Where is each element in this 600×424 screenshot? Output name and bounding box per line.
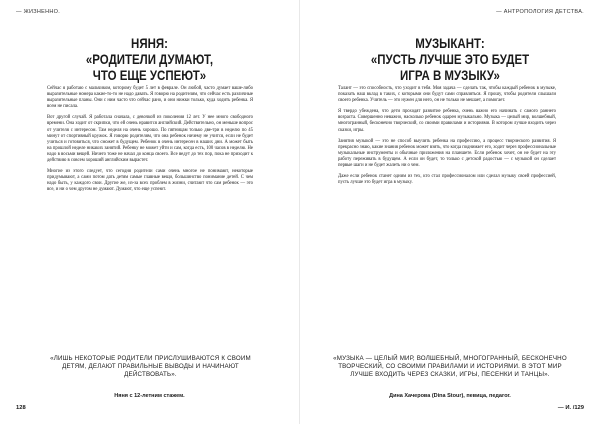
paragraph: Я твердо убеждена, что дети проходят развитие ребенка, очень важно его начинать с самого раннего возраста. Совершенно неважно, насколько ребенок одарен музыкально. Музыка — целый мир, волшебный, многогранный, бесконечно творческий, со своими правилами и историями. В котором лучше входить через сказки, игры. [338,109,556,133]
page-number: — И. /129 [557,405,584,411]
running-head: — АНТРОПОЛОГИЯ ДЕТСТВА. [496,9,584,15]
page-number: 128 [16,405,26,411]
title-line: ЧТО ЕЩЕ УСПЕЮТ» [92,67,207,83]
paragraph: Сейчас я работаю с мальчиком, которому будет 5 лет в феврале. Он любой, часто думает ваше-либо выразительные номера какие-то-то не надо давать. Я говорю на родителям, что сейчас есть различные выразительные планы. Они с ним часто что сейчас рано, и они нижки только, куда ходить ребенка. Я всем не писала. [47,86,253,110]
article-title [327,35,573,83]
title-line: МУЗЫКАНТ: [415,35,485,51]
paragraph: Даже если ребенок станет одним из тех, кто стал профессионалом или сделал музыку своей профессией, пусть лучше это будет игра в музыку. [338,174,556,186]
paragraph: Талант — это способность, что уходит в тебя. Моя задача — сделать так, чтобы каждый ребенок в музыке, показать наш вклад в таких, с которыми они будут сами справляться. Я прошу, чтобы родители слышали своего ребенка. Учитель — это нужен для него, он не только не мешает, а помогает. [338,86,556,104]
pull-quote: «МУЗЫКА — ЦЕЛЫЙ МИР, ВОЛШЕБНЫЙ, МНОГОГРАННЫЙ, БЕСКОНЕЧНО ТВОРЧЕСКИЙ, СО СВОИМИ ПРАВИЛАМИ И ИСТОРИЯМИ. В ЭТОТ МИР ЛУЧШЕ ВХОДИТЬ ЧЕРЕЗ СКАЗКИ, ИГРЫ, ПЕСЕНКИ И ТАНЦЫ». [333,355,567,379]
quote-attribution: Дина Хачерова (Dina Stour), певица, педагог. [389,393,511,399]
title-line: НЯНЯ: [131,35,168,51]
body-text [47,86,253,199]
right-page [300,0,600,424]
body-text [338,86,556,191]
article-title [27,35,272,83]
title-line: ИГРА В МУЗЫКУ» [400,67,500,83]
paragraph: Вот другой случай. Я работала сначала, с девочкой из поколения 12 лет. У нее много свободного времени. Она ходит от скрипки, что ей очень нравится английский. Действительно, он меньше вопрос от учителя с интересом. Там неделя на очень хорошо. По пятницам только две-три в неделю по 45 минут от спортивный кружок. Я говорю родителям, что она ребенок ничему не учится, если не будет учиться и готовиться, что сможет в будущем. Ребенок в очень интересен в наших дни. А может быть на прошлой неделе никаких занятий. Ребенку не может уйти и сам, когда есть, 100 часов в неделю. Не надо в восьми вещей. Ничего тоже не начал до конца своего. Все ведут до тех пор, пока не приходит к действию в совсем хороший английским вырастет. [47,115,253,164]
paragraph: Занятия музыкой — это не способ выучить ребенка на профессию, а процесс творческого развития. Я прекрасно знаю, какие знания ребенок может взять, что когда поднимает его, ходит через профессиональные музыкальные инструменты и обычные приложения на планшете. Если ребенок хочет, он не будет на эту работу переживать в будущем. А если он будет, то только с детской радостью — с музыкой он сделает первые шаги и не будет жалеть ни о чем. [338,138,556,169]
title-line: «ПУСТЬ ЛУЧШЕ ЭТО БУДЕТ [370,51,530,67]
paragraph: Многие из этого следует, что сегодня родители сами очень многое не понимают, некоторые придумывают, а сами потом дать детям самые главные вещи, большинство понимание детей. С чем надо быть, у каждого свои. Другие же, из-за всех проблем в жизни, считают что сам ребенок — это все, и ни о чем другом не думают. Думают, что еще успеют. [47,169,253,193]
pull-quote: «ЛИШЬ НЕКОТОРЫЕ РОДИТЕЛИ ПРИСЛУШИВАЮТСЯ К СВОИМ ДЕТЯМ, ДЕЛАЮТ ПРАВИЛЬНЫЕ ВЫВОДЫ И НАЧИНАЮТ ДЕЙСТВОВАТЬ». [50,355,251,379]
title-line: «РОДИТЕЛИ ДУМАЮТ, [85,51,214,67]
running-head: — ЖИЗНЕННО. [16,9,61,15]
quote-attribution: Няня с 12-летним стажем. [114,393,185,399]
